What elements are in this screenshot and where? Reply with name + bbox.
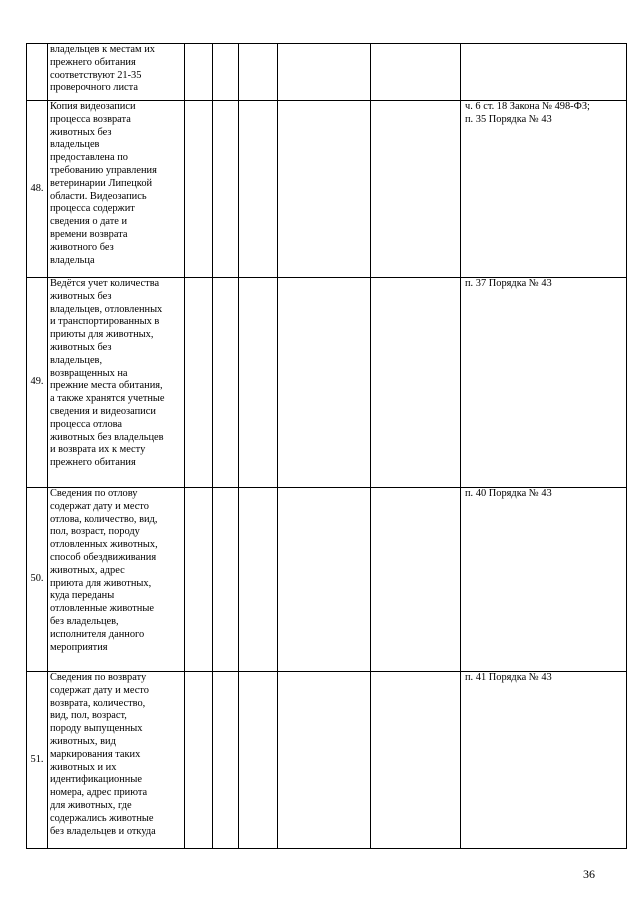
requirement-line: владельцев, xyxy=(50,354,103,366)
notes-cell[interactable] xyxy=(371,488,461,672)
requirement-line: Сведения по отлову xyxy=(50,488,138,499)
requirement-line: животных без xyxy=(50,341,112,353)
requirement-line: приюты для животных, xyxy=(50,329,154,341)
requirement-line: отловленных животных, xyxy=(50,539,158,551)
table-row xyxy=(27,101,627,278)
requirement-line: владельцев к местам их xyxy=(50,44,155,55)
requirement-line: процесса содержит xyxy=(50,203,135,215)
answer-na-cell[interactable] xyxy=(239,101,278,278)
table-row xyxy=(27,488,627,672)
requirement-line: владельца xyxy=(50,254,95,266)
row-number: 51. xyxy=(27,672,48,849)
requirement-line: вид, пол, возраст, xyxy=(50,710,127,722)
requirement-line: мероприятия xyxy=(50,641,108,653)
requirement-line: куда переданы xyxy=(50,590,115,602)
answer-na-cell[interactable] xyxy=(239,278,278,488)
requirement-line: ветеринарии Липецкой xyxy=(50,177,153,189)
answer-no-cell[interactable] xyxy=(213,101,239,278)
table-row xyxy=(27,278,627,488)
reference-line: п. 35 Порядка № 43 xyxy=(465,113,552,125)
requirement-line: содержались животные xyxy=(50,812,154,824)
requirement-line: маркирования таких xyxy=(50,748,141,760)
requirement-line: Копия видеозаписи xyxy=(50,101,136,112)
notes-cell[interactable] xyxy=(371,672,461,849)
reference-line: п. 37 Порядка № 43 xyxy=(465,278,552,289)
requirement-line: животных без xyxy=(50,126,112,138)
answer-extra-cell[interactable] xyxy=(278,672,371,849)
answer-no-cell[interactable] xyxy=(213,672,239,849)
requirement-line: прежнего обитания xyxy=(50,457,136,469)
reference-line: п. 41 Порядка № 43 xyxy=(465,672,552,683)
requirement-text xyxy=(48,488,185,672)
answer-no-cell[interactable] xyxy=(213,488,239,672)
requirement-line: времени возврата xyxy=(50,228,128,240)
checklist-table xyxy=(26,43,627,849)
row-number: 48. xyxy=(27,101,48,278)
legal-reference xyxy=(461,488,627,672)
requirement-line: предоставлена по xyxy=(50,152,128,164)
requirement-line: процесса отлова xyxy=(50,418,123,430)
requirement-line: отлова, количество, вид, xyxy=(50,513,158,525)
requirement-line: и транспортированных в xyxy=(50,316,160,328)
requirement-text xyxy=(48,101,185,278)
page-number: 36 xyxy=(583,867,595,881)
requirement-line: владельцев, отловленных xyxy=(50,303,163,315)
requirement-line: без владельцев и откуда xyxy=(50,825,156,837)
requirement-line: владельцев xyxy=(50,139,100,151)
requirement-line: животных и их xyxy=(50,761,117,773)
reference-line: ч. 6 ст. 18 Закона № 498-ФЗ; xyxy=(465,101,590,112)
answer-extra-cell[interactable] xyxy=(278,278,371,488)
requirement-line: идентификационные xyxy=(50,774,142,786)
row-number: 50. xyxy=(27,488,48,672)
requirement-line: Ведётся учет количества xyxy=(50,278,160,289)
requirement-line: без владельцев, xyxy=(50,615,119,627)
answer-na-cell[interactable] xyxy=(239,44,278,101)
notes-cell[interactable] xyxy=(371,44,461,101)
requirement-line: животных, адрес xyxy=(50,564,125,576)
row-number xyxy=(27,44,48,101)
requirement-line: животных без xyxy=(50,290,112,302)
answer-extra-cell[interactable] xyxy=(278,44,371,101)
table-row xyxy=(27,44,627,101)
requirement-line: исполнителя данного xyxy=(50,628,145,640)
answer-no-cell[interactable] xyxy=(213,44,239,101)
requirement-line: пол, возраст, породу xyxy=(50,526,140,538)
requirement-line: сведения о дате и xyxy=(50,216,128,228)
requirement-line: возвращенных на xyxy=(50,367,128,379)
requirement-line: требованию управления xyxy=(50,164,157,176)
requirement-line: проверочного листа xyxy=(50,82,138,94)
requirement-line: номера, адрес приюта xyxy=(50,787,148,799)
answer-na-cell[interactable] xyxy=(239,488,278,672)
answer-yes-cell[interactable] xyxy=(185,672,213,849)
notes-cell[interactable] xyxy=(371,278,461,488)
requirement-line: процесса возврата xyxy=(50,113,131,125)
requirement-text xyxy=(48,44,185,101)
requirement-line: прежнего обитания xyxy=(50,56,136,68)
requirement-text xyxy=(48,672,185,849)
requirement-line: породу выпущенных xyxy=(50,723,143,735)
answer-extra-cell[interactable] xyxy=(278,101,371,278)
requirement-line: содержат дату и место xyxy=(50,500,149,512)
requirement-line: и возврата их к месту xyxy=(50,444,146,456)
row-number: 49. xyxy=(27,278,48,488)
answer-extra-cell[interactable] xyxy=(278,488,371,672)
legal-reference xyxy=(461,44,627,101)
answer-yes-cell[interactable] xyxy=(185,44,213,101)
requirement-line: соответствуют 21-35 xyxy=(50,69,142,81)
requirement-line: животных без владельцев xyxy=(50,431,164,443)
answer-yes-cell[interactable] xyxy=(185,278,213,488)
requirement-line: области. Видеозапись xyxy=(50,190,147,202)
requirement-line: приюта для животных, xyxy=(50,577,152,589)
requirement-line: отловленные животные xyxy=(50,603,154,615)
requirement-line: содержат дату и место xyxy=(50,684,149,696)
answer-yes-cell[interactable] xyxy=(185,101,213,278)
reference-line: п. 40 Порядка № 43 xyxy=(465,488,552,499)
requirement-line: прежние места обитания, xyxy=(50,380,163,392)
answer-yes-cell[interactable] xyxy=(185,488,213,672)
requirement-line: а также хранятся учетные xyxy=(50,393,165,405)
answer-no-cell[interactable] xyxy=(213,278,239,488)
answer-na-cell[interactable] xyxy=(239,672,278,849)
checklist-body xyxy=(27,44,627,849)
requirement-line: сведения и видеозаписи xyxy=(50,405,156,417)
requirement-line: способ обездвиживания xyxy=(50,551,157,563)
legal-reference xyxy=(461,278,627,488)
legal-reference xyxy=(461,672,627,849)
requirement-text xyxy=(48,278,185,488)
requirement-line: для животных, где xyxy=(50,799,132,811)
legal-reference xyxy=(461,101,627,278)
notes-cell[interactable] xyxy=(371,101,461,278)
requirement-line: Сведения по возврату xyxy=(50,672,147,683)
table-row xyxy=(27,672,627,849)
requirement-line: животного без xyxy=(50,241,114,253)
requirement-line: животных, вид xyxy=(50,735,116,747)
requirement-line: возврата, количество, xyxy=(50,697,146,709)
